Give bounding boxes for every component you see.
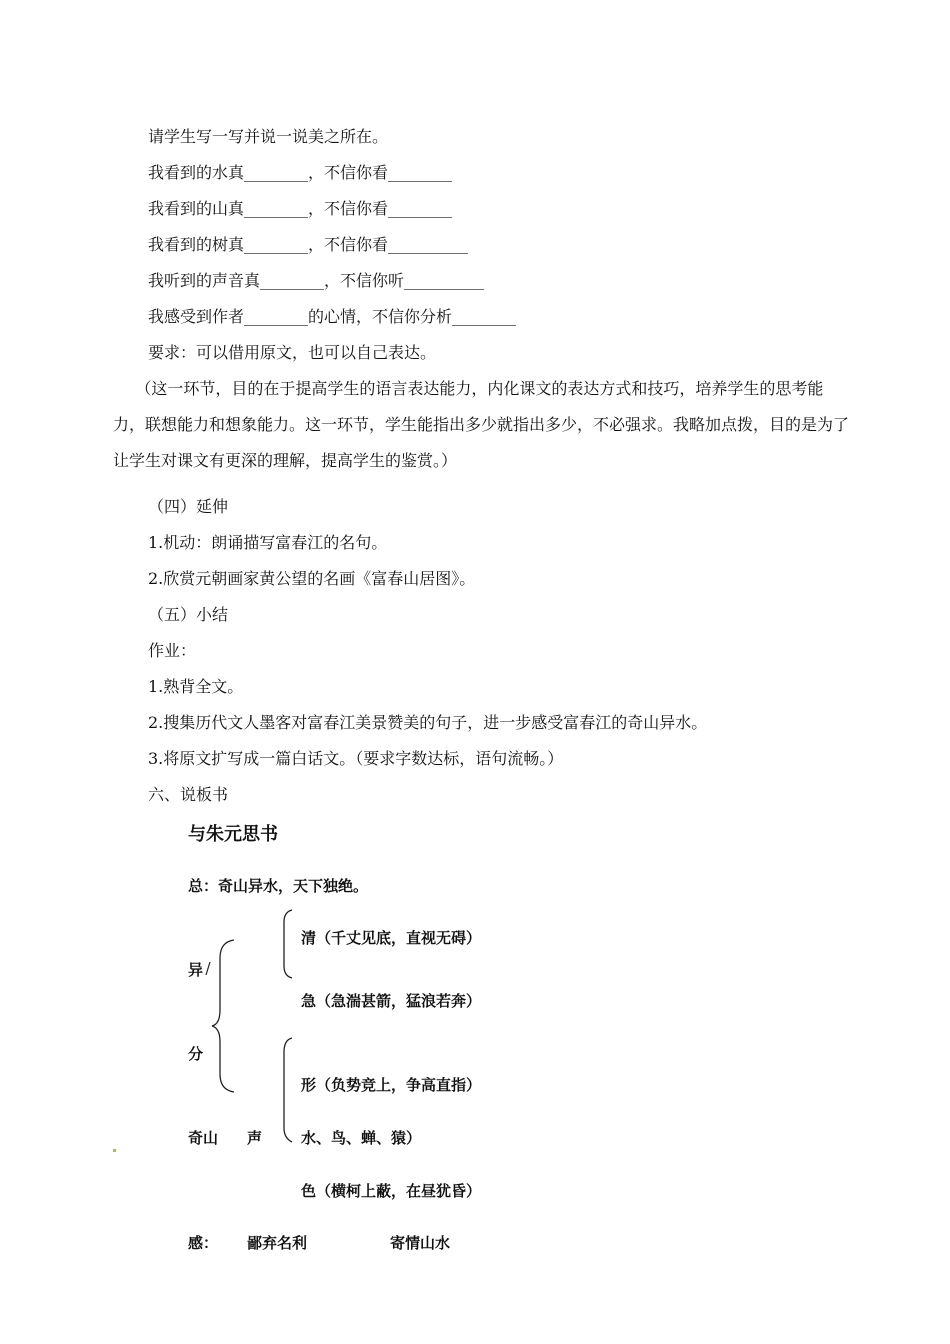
intro-mountain-line: 我看到的山真________，不信你看________ [148, 199, 453, 218]
board-water-clear: 清（千丈见底，直视无碍） [301, 929, 482, 947]
board-title: 与朱元思书 [188, 824, 278, 845]
homework-item-1: 1.熟背全文。 [148, 677, 244, 696]
intro-sound-line: 我听到的声音真________，不信你听__________ [148, 271, 485, 290]
upper-brace [284, 910, 292, 978]
board-feeling-1: 鄙弃名利 [247, 1234, 308, 1252]
intro-tree-line: 我看到的树真________，不信你看__________ [148, 235, 469, 254]
margin-dot [113, 1149, 116, 1152]
board-general: 总：奇山异水，天下独绝。 [188, 877, 369, 895]
board-water-rapid: 急（急湍甚箭，猛浪若奔） [301, 992, 482, 1010]
summary-heading: （五）小结 [148, 605, 229, 624]
board-mountain-shape: 形（负势竞上，争高直指） [301, 1076, 482, 1094]
board-label-sheng: 声 [247, 1129, 263, 1147]
lower-brace [284, 1038, 292, 1142]
board-mountain-color: 色（横柯上蔽，在昼犹昏） [301, 1182, 482, 1200]
homework-item-3: 3.将原文扩写成一篇白话文。（要求字数达标，语句流畅。） [148, 749, 564, 768]
intro-prompt: 请学生写一写并说一说美之所在。 [148, 127, 389, 146]
board-feeling-2: 寄情山水 [390, 1234, 451, 1252]
extension-heading: （四）延伸 [148, 497, 229, 516]
intro-feeling-line: 我感受到作者________的心情，不信你分析________ [148, 307, 517, 326]
board-label-qishan: 奇山 [188, 1129, 219, 1147]
board-mountain-sound: 水、鸟、蝉、猿） [301, 1129, 422, 1147]
homework-item-2: 2.搜集历代文人墨客对富春江美景赞美的句子，进一步感受富春江的奇山异水。 [148, 713, 708, 732]
board-label-gan: 感： [188, 1234, 219, 1252]
extension-item-2: 2.欣赏元朝画家黄公望的名画《富春山居图》。 [148, 569, 476, 588]
yi-mark [206, 962, 210, 975]
teaching-note: （这一环节，目的在于提高学生的语言表达能力，内化课文的表达方式和技巧，培养学生的思考能力，联想能力和想象能力。这一环节，学生能指出多少就指出多少，不必强求。我略加点拨，目的是为了让学生对课文有更深的理解，提高学生的鉴赏。） [113, 379, 850, 470]
homework-heading: 作业： [148, 641, 197, 660]
board-label-fen: 分 [188, 1045, 204, 1063]
extension-item-1: 1.机动：朗诵描写富春江的名句。 [148, 533, 388, 552]
intro-requirement: 要求：可以借用原文，也可以自己表达。 [148, 343, 437, 362]
intro-water-line: 我看到的水真________，不信你看________ [148, 163, 453, 182]
board-section-heading: 六、说板书 [148, 785, 229, 804]
large-brace [212, 940, 234, 1092]
board-label-yi: 异 [188, 961, 204, 979]
